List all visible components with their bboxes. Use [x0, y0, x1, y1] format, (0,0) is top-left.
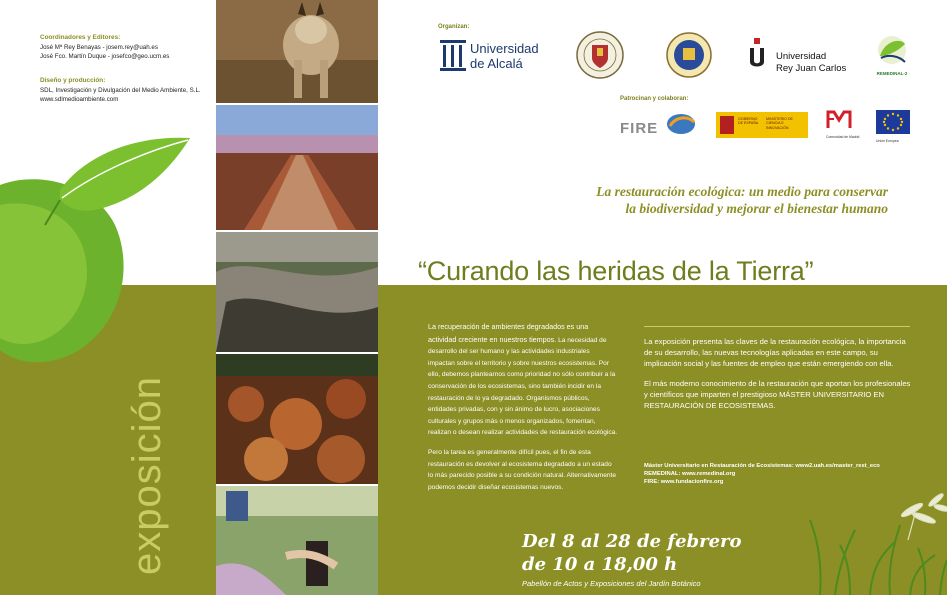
- credits-coord-line-1: José Mª Rey Benayas - josem.rey@uah.es: [40, 44, 158, 51]
- main-title: “Curando las heridas de la Tierra”: [418, 256, 814, 286]
- photo-strip: [216, 0, 378, 595]
- logo-seal-2: [665, 30, 713, 80]
- fire-globe-icon: [666, 112, 696, 136]
- eu-caption: Unión Europea: [876, 139, 899, 143]
- credits-coordinators: [40, 33, 169, 61]
- intro-lead: La recuperación de ambientes degradados es una actividad creciente en nuestros tiempos.: [428, 322, 589, 344]
- link-fire[interactable]: FIRE: www.fundacionfire.org: [644, 479, 724, 485]
- alcala-crest-icon: [438, 40, 468, 72]
- alcala-line-1: Universidad: [470, 41, 539, 56]
- photo-planting: [216, 486, 378, 595]
- alcala-line-2: de Alcalá: [470, 56, 523, 71]
- urjc-line-2: Rey Juan Carlos: [776, 63, 847, 74]
- madrid-caption: Comunidad de Madrid: [826, 135, 860, 139]
- photo-boardwalk: [216, 105, 378, 230]
- photo-quarry: [216, 232, 378, 352]
- credits-design-heading: Diseño y producción:: [40, 77, 106, 84]
- logo-urjc: [748, 38, 853, 76]
- grass-illustration: [800, 470, 947, 595]
- opening-hours: de 10 a 18,00 h: [522, 554, 678, 575]
- link-master[interactable]: Máster Universitario en Restauración de Ecosistemas: www2.uah.es/master_rest_eco: [644, 463, 880, 469]
- credits-design: [40, 76, 201, 104]
- intro-body: La necesidad de desarrollo del ser humano y las actividades industriales impactan sobre el territorio y sobre nuestros ecosistemas. Por ello, debemos plantearnos como prioridad no sólo contribuir a la conservación de los ecosistemas, sino también incidir en la restauración de lo ya degradado. Organismos públicos, entidades privadas, con y sin ánimo de lucro, asociaciones culturales y grupos más o menos organizados, fomentan, realizan o desean realizar actividades de restauración ecológica.: [428, 336, 618, 437]
- urjc-crest-icon: [748, 38, 766, 72]
- logo-remedinal: [875, 34, 915, 78]
- photo-leaves: [216, 354, 378, 484]
- ministerio-label: MINISTERIO DE CIENCIA E INNOVACIÓN: [766, 117, 793, 130]
- divider: [644, 326, 910, 327]
- intro-paragraph-1: [428, 321, 618, 439]
- eu-flag-icon: [876, 110, 910, 134]
- description-paragraph-2: El más moderno conocimiento de la restauración que aportan los profesionales y científicos que imparten el prestigioso MÁSTER UNIVERSITARIO EN RESTAURACIÓN DE ECOSISTEMAS.: [644, 378, 911, 411]
- logo-ministerio: [716, 112, 808, 138]
- description-column: [644, 336, 912, 419]
- madrid-logo-icon: [826, 110, 852, 130]
- urjc-line-1: Universidad: [776, 51, 827, 62]
- exposicion-vertical-title: exposición: [125, 375, 169, 575]
- remedinal-caption: REMEDINAL-2: [876, 71, 908, 76]
- organizan-label: Organizan:: [438, 24, 470, 30]
- intro-column: [428, 321, 618, 501]
- venue: Pabellón de Actos y Exposiciones del Jardín Botánico: [522, 579, 701, 588]
- gobierno-label: GOBIERNO DE ESPAÑA: [738, 117, 759, 126]
- fire-wordmark: FIRE: [620, 120, 659, 137]
- logo-eu: [876, 110, 914, 146]
- credits-design-line-2: www.sdlmedioambiente.com: [40, 96, 119, 103]
- remedinal-leaf-icon: [875, 34, 909, 66]
- date-range: Del 8 al 28 de febrero: [522, 531, 742, 552]
- photo-lynx: [216, 0, 378, 103]
- link-remedinal[interactable]: REMEDINAL: www.remedinal.org: [644, 471, 736, 477]
- logo-madrid: [826, 110, 860, 144]
- logo-fire: [620, 110, 700, 140]
- credits-coord-line-2: José Fco. Martín Duque - josefco@geo.ucm.es: [40, 53, 170, 60]
- logo-alcala: [438, 40, 548, 74]
- leaf-illustration: [0, 130, 200, 370]
- subtitle-line-2: la biodiversidad y mejorar el bienestar humano: [625, 201, 888, 216]
- logo-seal-1: [575, 30, 625, 80]
- credits-design-line-1: SDL, Investigación y Divulgación del Medio Ambiente, S.L.: [40, 87, 201, 94]
- description-paragraph-1: La exposición presenta las claves de la restauración ecológica, la importancia de su desarrollo, las nuevas tecnologías aplicadas en este campo, su implicación social y las fuentes de empleo que están emergiendo con ella.: [644, 337, 906, 369]
- credits-coord-heading: Coordinadores y Editores:: [40, 34, 121, 41]
- subtitle: [480, 183, 888, 217]
- patrocinan-label: Patrocinan y colaboran:: [620, 96, 689, 102]
- subtitle-line-1: La restauración ecológica: un medio para conservar: [596, 184, 888, 199]
- intro-paragraph-2: Pero la tarea es generalmente difícil pues, el fin de esta restauración es devolver al ecosistema degradado a un estado lo más parecido posible a su condición natural. Alternativamente podemos decidir diseñar ecosistemas nuevos.: [428, 448, 617, 491]
- spain-crest-icon: [720, 116, 734, 134]
